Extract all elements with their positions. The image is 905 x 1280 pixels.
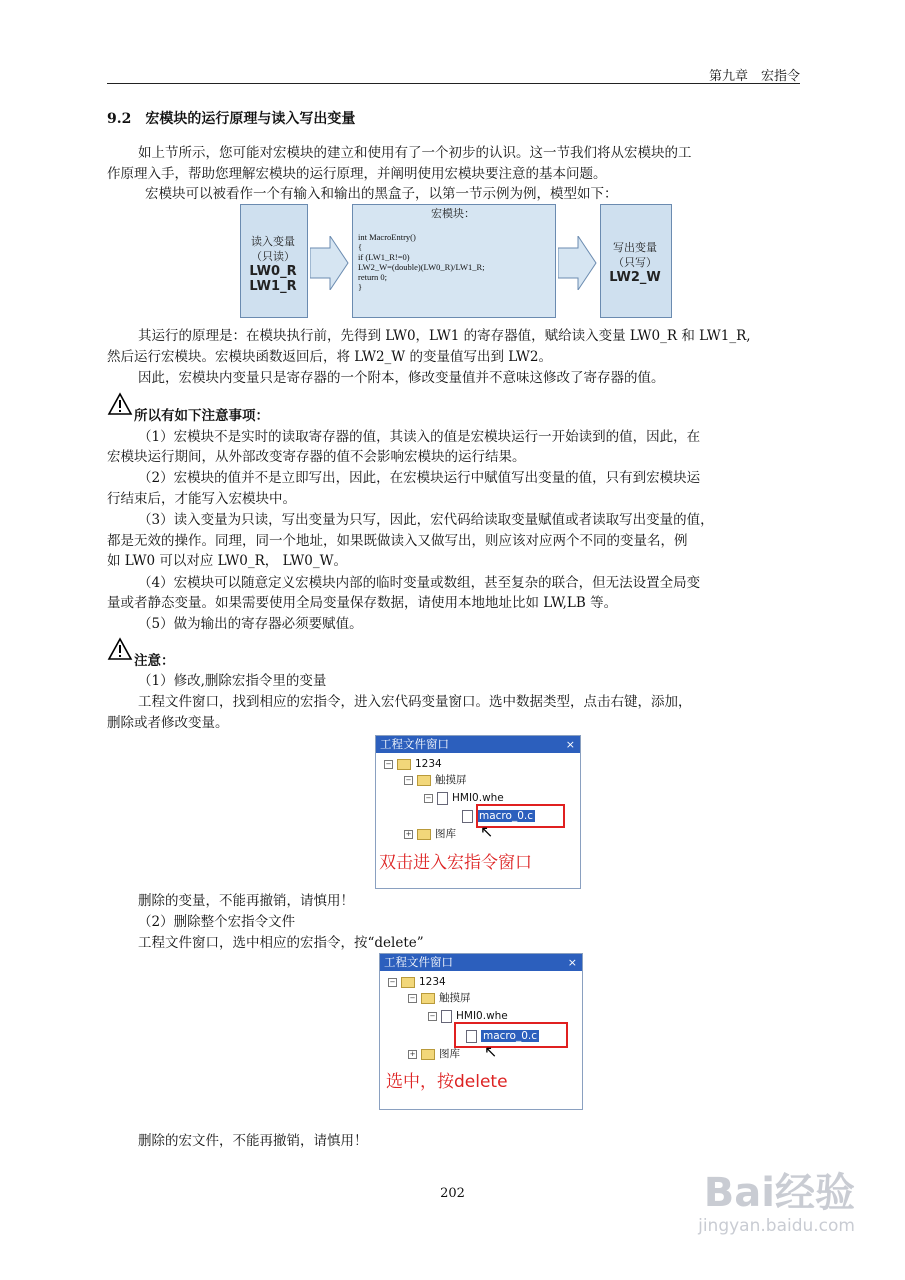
note-1a: （1）宏模块不是实时的读取寄存器的值，其读入的值是宏模块运行一开始读到的值，因此，在 — [138, 429, 701, 445]
note-4b: 量或者静态变量。如果需要使用全局变量保存数据，请使用本地地址比如 LW,LB 等。 — [107, 595, 618, 611]
paragraph-2: 宏模块可以被看作一个有输入和输出的黑盒子，以第一节示例为例，模型如下： — [145, 186, 618, 202]
note-3c: 如 LW0 可以对应 LW0_R， LW0_W。 — [107, 553, 347, 569]
watermark-brand: Bai经验 — [703, 1170, 855, 1216]
macro-code-line-5: return 0; — [358, 272, 388, 282]
tree-label: 触摸屏 — [435, 774, 467, 786]
collapse-icon[interactable]: − — [425, 793, 432, 802]
output-arrow — [558, 236, 598, 290]
macro-code-line-2: { — [358, 242, 363, 252]
write-label: 写出变量 — [613, 241, 657, 254]
warning-icon — [107, 392, 133, 416]
folder-icon — [397, 759, 411, 770]
macro-file-icon — [462, 810, 473, 823]
macro-code-line-6: } — [358, 282, 363, 292]
collapse-icon[interactable]: − — [409, 993, 416, 1002]
folder-icon — [401, 977, 415, 988]
step-1-text-b: 删除或者修改变量。 — [107, 715, 229, 731]
file-icon — [441, 1010, 452, 1023]
project-file-window-1 — [375, 735, 581, 889]
macro-code-line-3: if (LW1_R!=0) — [358, 252, 410, 262]
close-icon[interactable]: × — [565, 738, 575, 751]
tree-label: 1234 — [415, 758, 442, 770]
annotation-double-click: 双击进入宏指令窗口 — [379, 853, 532, 873]
tree-label-selected: macro_0.c — [483, 1030, 537, 1042]
expand-icon[interactable]: + — [405, 829, 412, 838]
folder-icon — [417, 775, 431, 786]
collapse-icon[interactable]: − — [385, 759, 392, 768]
paragraph-3b: 然后运行宏模块。宏模块函数返回后，将 LW2_W 的变量值写出到 LW2。 — [107, 349, 553, 365]
note-1b: 宏模块运行期间，从外部改变寄存器的值不会影响宏模块的运行结果。 — [107, 449, 526, 465]
macro-code-line-4: LW2_W=(double)(LW0_R)/LW1_R; — [358, 262, 485, 272]
note-2a: （2）宏模块的值并不是立即写出，因此，在宏模块运行中赋值写出变量的值，只有到宏模块运 — [138, 470, 701, 486]
tree-node-touchscreen[interactable] — [408, 991, 471, 1005]
read-var-2: LW1_R — [249, 279, 297, 294]
window-2-title — [380, 954, 582, 971]
note-5: （5）做为输出的寄存器必须要赋值。 — [138, 616, 363, 632]
expand-icon[interactable]: + — [409, 1049, 416, 1058]
macro-code-line-1: int MacroEntry() — [358, 232, 416, 242]
write-var: LW2_W — [609, 270, 661, 285]
project-file-window-2 — [379, 953, 583, 1110]
tree-label: HMI0.whe — [452, 792, 504, 804]
highlight-box — [454, 1022, 568, 1048]
collapse-icon[interactable]: − — [429, 1011, 436, 1020]
folder-icon — [417, 829, 431, 840]
input-arrow — [310, 236, 350, 290]
window-2-title-text: 工程文件窗口 — [384, 955, 453, 969]
warning-2: 删除的宏文件，不能再撤销，请慎用！ — [138, 1133, 368, 1149]
mouse-cursor-icon: ↖ — [484, 1042, 498, 1061]
note-3b: 都是无效的操作。同理，同一个地址，如果既做读入又做写出，则应该对应两个不同的变量名，例 — [107, 533, 688, 549]
paragraph-1a: 如上节所示，您可能对宏模块的建立和使用有了一个初步的认识。这一节我们将从宏模块的工 — [138, 145, 692, 161]
notes-title: 所以有如下注意事项： — [134, 408, 269, 424]
file-icon — [437, 792, 448, 805]
tree-label: 图库 — [435, 828, 456, 840]
paragraph-3a: 其运行的原理是：在模块执行前，先得到 LW0，LW1 的寄存器值，赋给读入变量 LW0_R 和 LW1_R, — [138, 328, 751, 344]
warning-1: 删除的变量，不能再撤销，请慎用！ — [138, 893, 354, 909]
tree-label: 1234 — [419, 976, 446, 988]
read-mode: （只读） — [251, 250, 295, 263]
tree-label: 图库 — [439, 1048, 460, 1060]
folder-icon — [421, 993, 435, 1004]
tree-node-hmi[interactable] — [424, 791, 504, 805]
tree-label: 触摸屏 — [439, 992, 471, 1004]
step-1-heading: （1）修改,删除宏指令里的变量 — [138, 673, 327, 689]
tree-label: HMI0.whe — [456, 1010, 508, 1022]
tree-label-selected: macro_0.c — [479, 810, 533, 822]
read-label: 读入变量 — [251, 235, 295, 248]
tree-node-gallery[interactable] — [408, 1047, 460, 1061]
tree-node-project[interactable] — [388, 975, 446, 989]
watermark — [635, 1170, 855, 1236]
note-2b: 行结束后，才能写入宏模块中。 — [107, 491, 296, 507]
note-4a: （4）宏模块可以随意定义宏模块内部的临时变量或数组，甚至复杂的联合，但无法设置全局变 — [138, 575, 701, 591]
note-3a: （3）读入变量为只读，写出变量为只写，因此，宏代码给读取变量赋值或者读取写出变量的值， — [138, 512, 714, 528]
write-mode: （只写） — [613, 256, 657, 269]
header-rule — [107, 83, 800, 84]
mouse-cursor-icon: ↖ — [480, 822, 494, 841]
macro-model-diagram — [240, 204, 672, 318]
watermark-url: jingyan.baidu.com — [698, 1216, 855, 1236]
paragraph-1b: 作原理入手，帮助您理解宏模块的运行原理，并阐明使用宏模块要注意的基本问题。 — [107, 166, 607, 182]
step-2-text: 工程文件窗口，选中相应的宏指令，按“delete” — [138, 935, 424, 951]
macro-title: 宏模块： — [431, 207, 475, 220]
section-title: 9.2 宏模块的运行原理与读入写出变量 — [107, 111, 356, 127]
step-2-heading: （2）删除整个宏指令文件 — [138, 914, 296, 930]
window-1-title — [376, 736, 580, 753]
close-icon[interactable]: × — [567, 956, 577, 969]
folder-icon — [421, 1049, 435, 1060]
paragraph-4: 因此，宏模块内变量只是寄存器的一个附本，修改变量值并不意味这修改了寄存器的值。 — [138, 370, 665, 386]
tree-node-gallery[interactable] — [404, 827, 456, 841]
page-number: 202 — [440, 1186, 465, 1201]
collapse-icon[interactable]: − — [405, 775, 412, 784]
warning-icon-2 — [107, 637, 133, 661]
step-1-text-a: 工程文件窗口，找到相应的宏指令，进入宏代码变量窗口。选中数据类型，点击右键，添加， — [138, 694, 692, 710]
chapter-header: 第九章 宏指令 — [708, 69, 800, 84]
collapse-icon[interactable]: − — [389, 977, 396, 986]
window-1-title-text: 工程文件窗口 — [380, 737, 449, 751]
read-var-1: LW0_R — [249, 264, 297, 279]
tree-node-touchscreen[interactable] — [404, 773, 467, 787]
annotation-select-delete: 选中，按delete — [386, 1072, 508, 1092]
notice-title: 注意： — [134, 653, 175, 669]
tree-node-hmi[interactable] — [428, 1009, 508, 1023]
tree-node-project[interactable] — [384, 757, 442, 771]
